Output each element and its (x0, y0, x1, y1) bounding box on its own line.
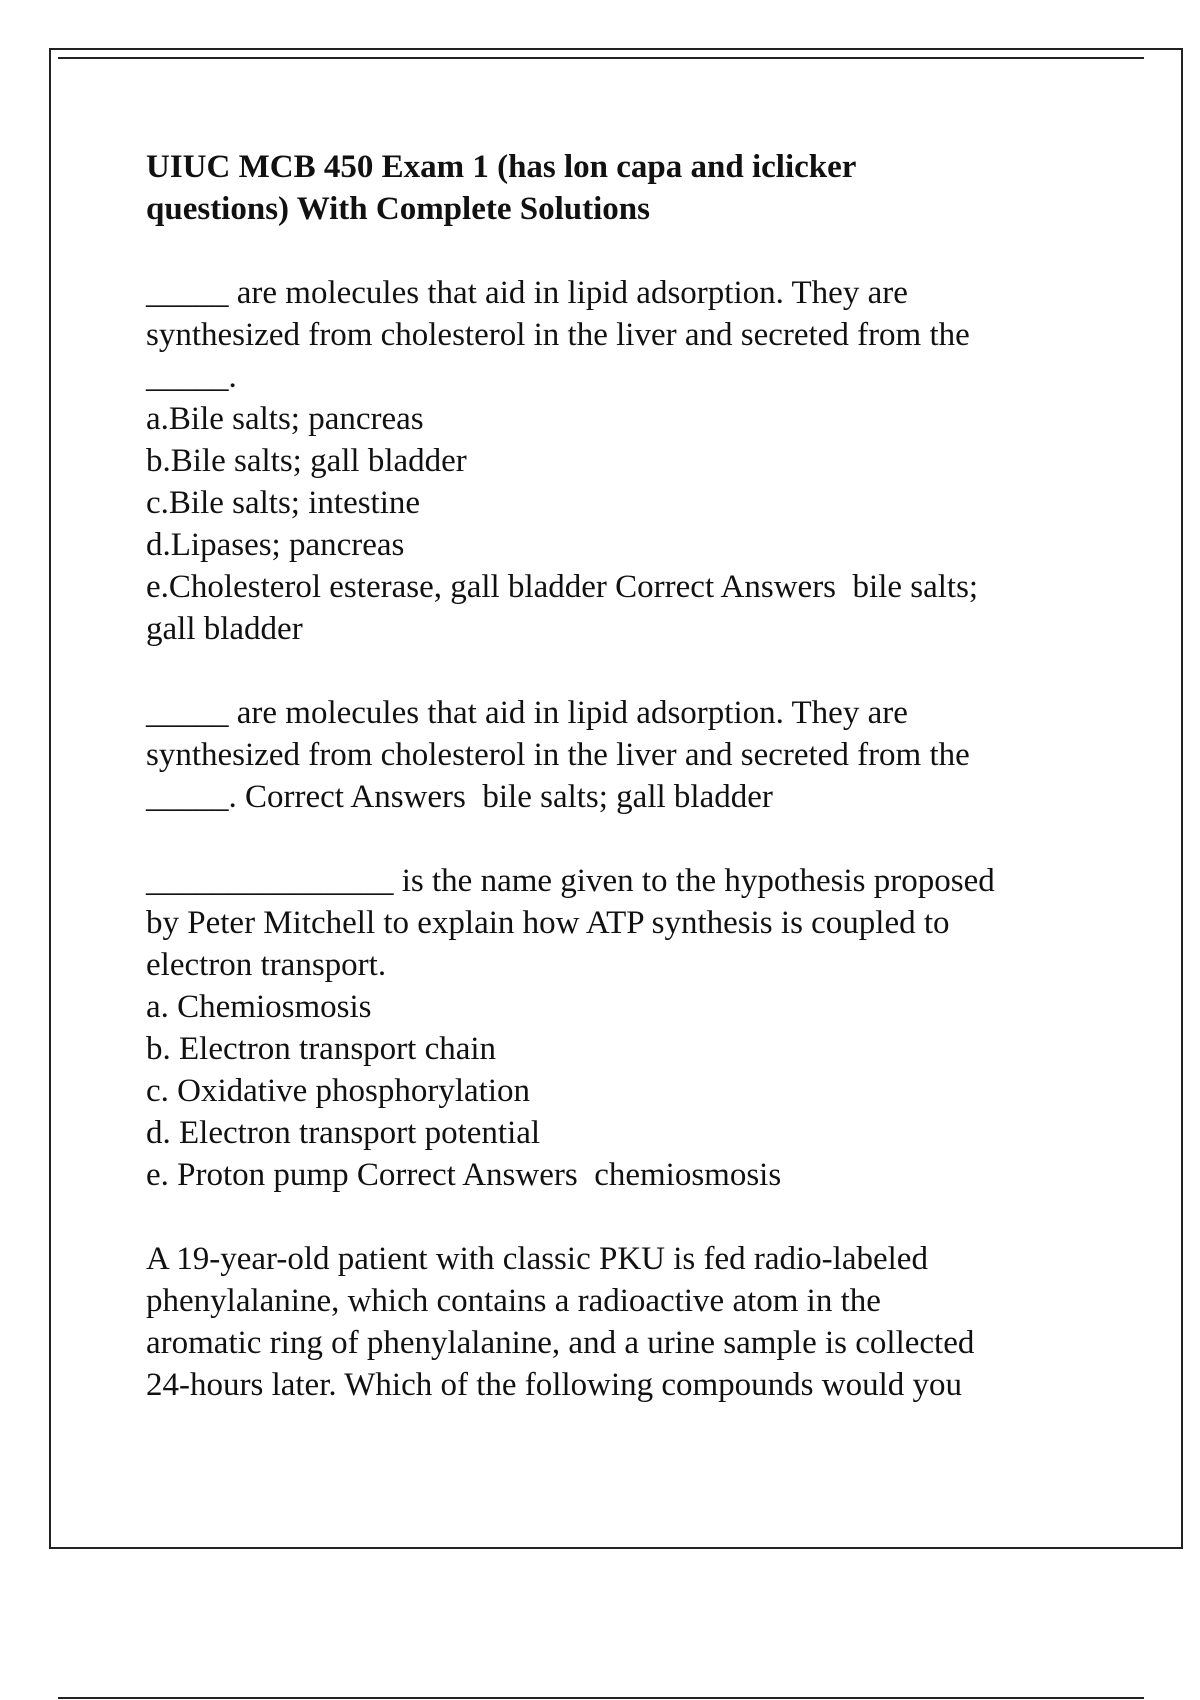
option-d: d. Electron transport potential (146, 1115, 541, 1151)
document-title (146, 146, 1146, 230)
question-line: 24-hours later. Which of the following compounds would you (146, 1367, 963, 1403)
option-b: b.Bile salts; gall bladder (146, 443, 467, 479)
option-c: c.Bile salts; intestine (146, 485, 421, 521)
title-line: questions) With Complete Solutions (146, 191, 650, 227)
option-d: d.Lipases; pancreas (146, 527, 405, 563)
title-line: UIUC MCB 450 Exam 1 (has lon capa and iclicker (146, 149, 857, 185)
question-bile-salts-mc (146, 272, 1146, 650)
question-line: _____ are molecules that aid in lipid adsorption. They are (146, 275, 908, 311)
option-e-with-answer: e.Cholesterol esterase, gall bladder Correct Answers bile salts; (146, 569, 979, 605)
answer-continuation: gall bladder (146, 611, 303, 647)
answer-line: _____. Correct Answers bile salts; gall bladder (146, 779, 773, 815)
question-line: A 19-year-old patient with classic PKU is fed radio-labeled (146, 1241, 928, 1277)
question-line: by Peter Mitchell to explain how ATP synthesis is coupled to (146, 905, 950, 941)
option-c: c. Oxidative phosphorylation (146, 1073, 531, 1109)
option-a: a. Chemiosmosis (146, 989, 372, 1025)
bottom-rule (58, 1697, 1144, 1699)
question-line: _______________ is the name given to the hypothesis proposed (146, 863, 995, 899)
question-line: synthesized from cholesterol in the liver and secreted from the (146, 317, 970, 353)
question-line: aromatic ring of phenylalanine, and a urine sample is collected (146, 1325, 975, 1361)
document-body (146, 146, 1146, 1448)
top-rule (58, 57, 1144, 59)
question-line: electron transport. (146, 947, 387, 983)
question-line: _____. (146, 359, 237, 395)
question-line: _____ are molecules that aid in lipid adsorption. They are (146, 695, 908, 731)
option-b: b. Electron transport chain (146, 1031, 497, 1067)
question-pku (146, 1238, 1146, 1406)
question-bile-salts-short (146, 692, 1146, 818)
option-e-with-answer: e. Proton pump Correct Answers chemiosmosis (146, 1157, 782, 1193)
option-a: a.Bile salts; pancreas (146, 401, 424, 437)
question-line: synthesized from cholesterol in the liver and secreted from the (146, 737, 970, 773)
question-chemiosmosis (146, 860, 1146, 1196)
question-line: phenylalanine, which contains a radioactive atom in the (146, 1283, 881, 1319)
